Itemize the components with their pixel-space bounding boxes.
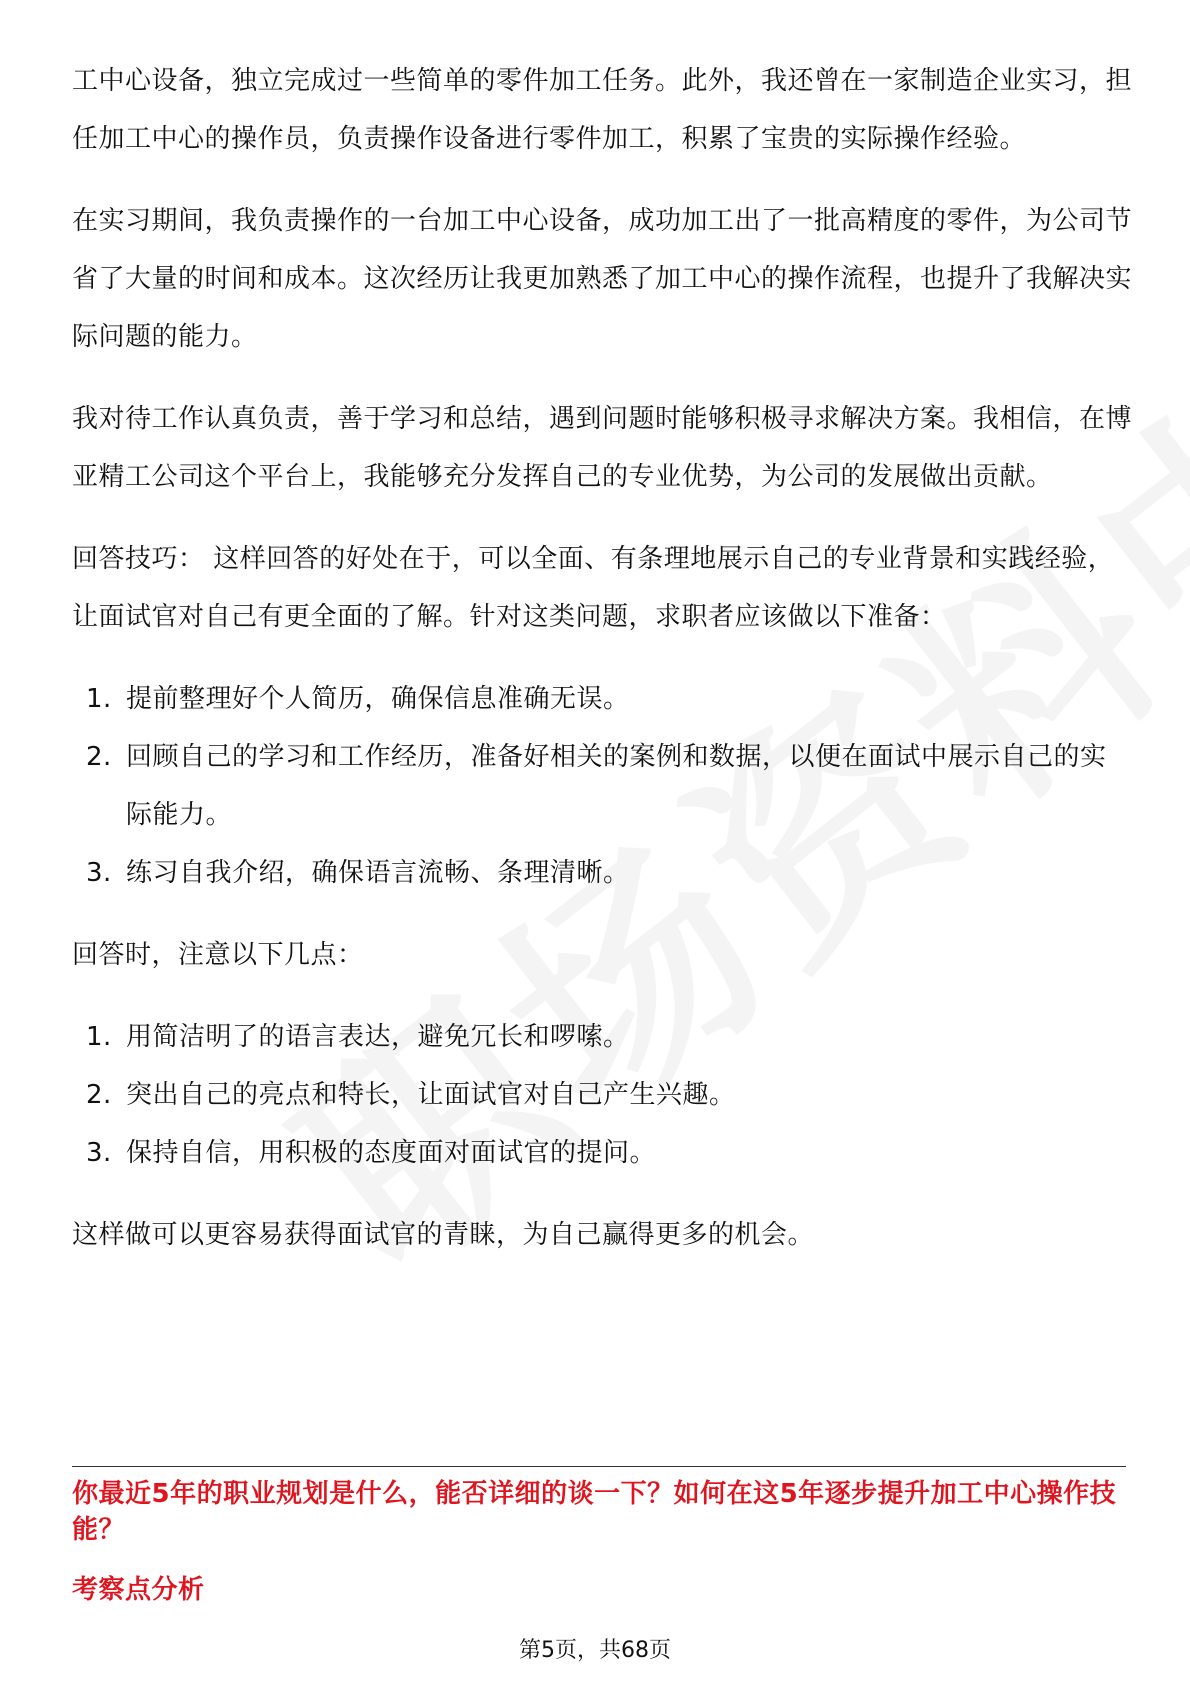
list-item-number: 1. bbox=[86, 684, 112, 714]
body-content bbox=[72, 52, 1132, 1288]
page-footer: 第5页，共68页 bbox=[519, 1638, 671, 1663]
paragraph-6: 这样做可以更容易获得面试官的青睐，为自己赢得更多的机会。 bbox=[72, 1220, 815, 1250]
list-item-text: 用简洁明了的语言表达，避免冗长和啰嗦。 bbox=[126, 1022, 630, 1052]
list-item-number: 3. bbox=[86, 858, 112, 888]
paragraph-1: 工中心设备，独立完成过一些简单的零件加工任务。此外，我还曾在一家制造企业实习，担任加工中心的操作员，负责操作设备进行零件加工，积累了宝贵的实际操作经验。 bbox=[72, 66, 1133, 154]
list-item bbox=[72, 670, 1132, 728]
list-item bbox=[72, 1066, 1132, 1124]
list-item-number: 3. bbox=[86, 1138, 112, 1168]
list-item-text: 突出自己的亮点和特长，让面试官对自己产生兴趣。 bbox=[126, 1080, 736, 1110]
question-heading: 你最近5年的职业规划是什么，能否详细的谈一下？如何在这5年逐步提升加工中心操作技能？ bbox=[72, 1479, 1117, 1545]
list-item-text: 提前整理好个人简历，确保信息准确无误。 bbox=[126, 684, 630, 714]
list-item bbox=[72, 1008, 1132, 1066]
list-item-text: 回顾自己的学习和工作经历，准备好相关的案例和数据，以便在面试中展示自己的实际能力。 bbox=[126, 742, 1107, 830]
answer-tips-paragraph: 回答技巧： 这样回答的好处在于，可以全面、有条理地展示自己的专业背景和实践经验，让面试官对自己有更全面的了解。针对这类问题，求职者应该做以下准备： bbox=[72, 544, 1115, 632]
list-item-number: 1. bbox=[86, 1022, 112, 1052]
section-divider bbox=[72, 1466, 1126, 1467]
list-item bbox=[72, 728, 1132, 844]
list-item bbox=[72, 844, 1132, 902]
list-item bbox=[72, 1124, 1132, 1182]
list-item-text: 保持自信，用积极的态度面对面试官的提问。 bbox=[126, 1138, 657, 1168]
paragraph-3: 我对待工作认真负责，善于学习和总结，遇到问题时能够积极寻求解决方案。我相信，在博亚精工公司这个平台上，我能够充分发挥自己的专业优势，为公司的发展做出贡献。 bbox=[72, 404, 1133, 492]
paragraph-5: 回答时，注意以下几点： bbox=[72, 940, 364, 970]
list-item-number: 2. bbox=[86, 1080, 112, 1110]
attention-list bbox=[72, 1008, 1132, 1182]
analysis-heading: 考察点分析 bbox=[72, 1575, 205, 1605]
list-item-text: 练习自我介绍，确保语言流畅、条理清晰。 bbox=[126, 858, 630, 888]
list-item-number: 2. bbox=[86, 742, 112, 772]
preparation-list bbox=[72, 670, 1132, 902]
paragraph-2: 在实习期间，我负责操作的一台加工中心设备，成功加工出了一批高精度的零件，为公司节省了大量的时间和成本。这次经历让我更加熟悉了加工中心的操作流程，也提升了我解决实际问题的能力。 bbox=[72, 206, 1133, 352]
